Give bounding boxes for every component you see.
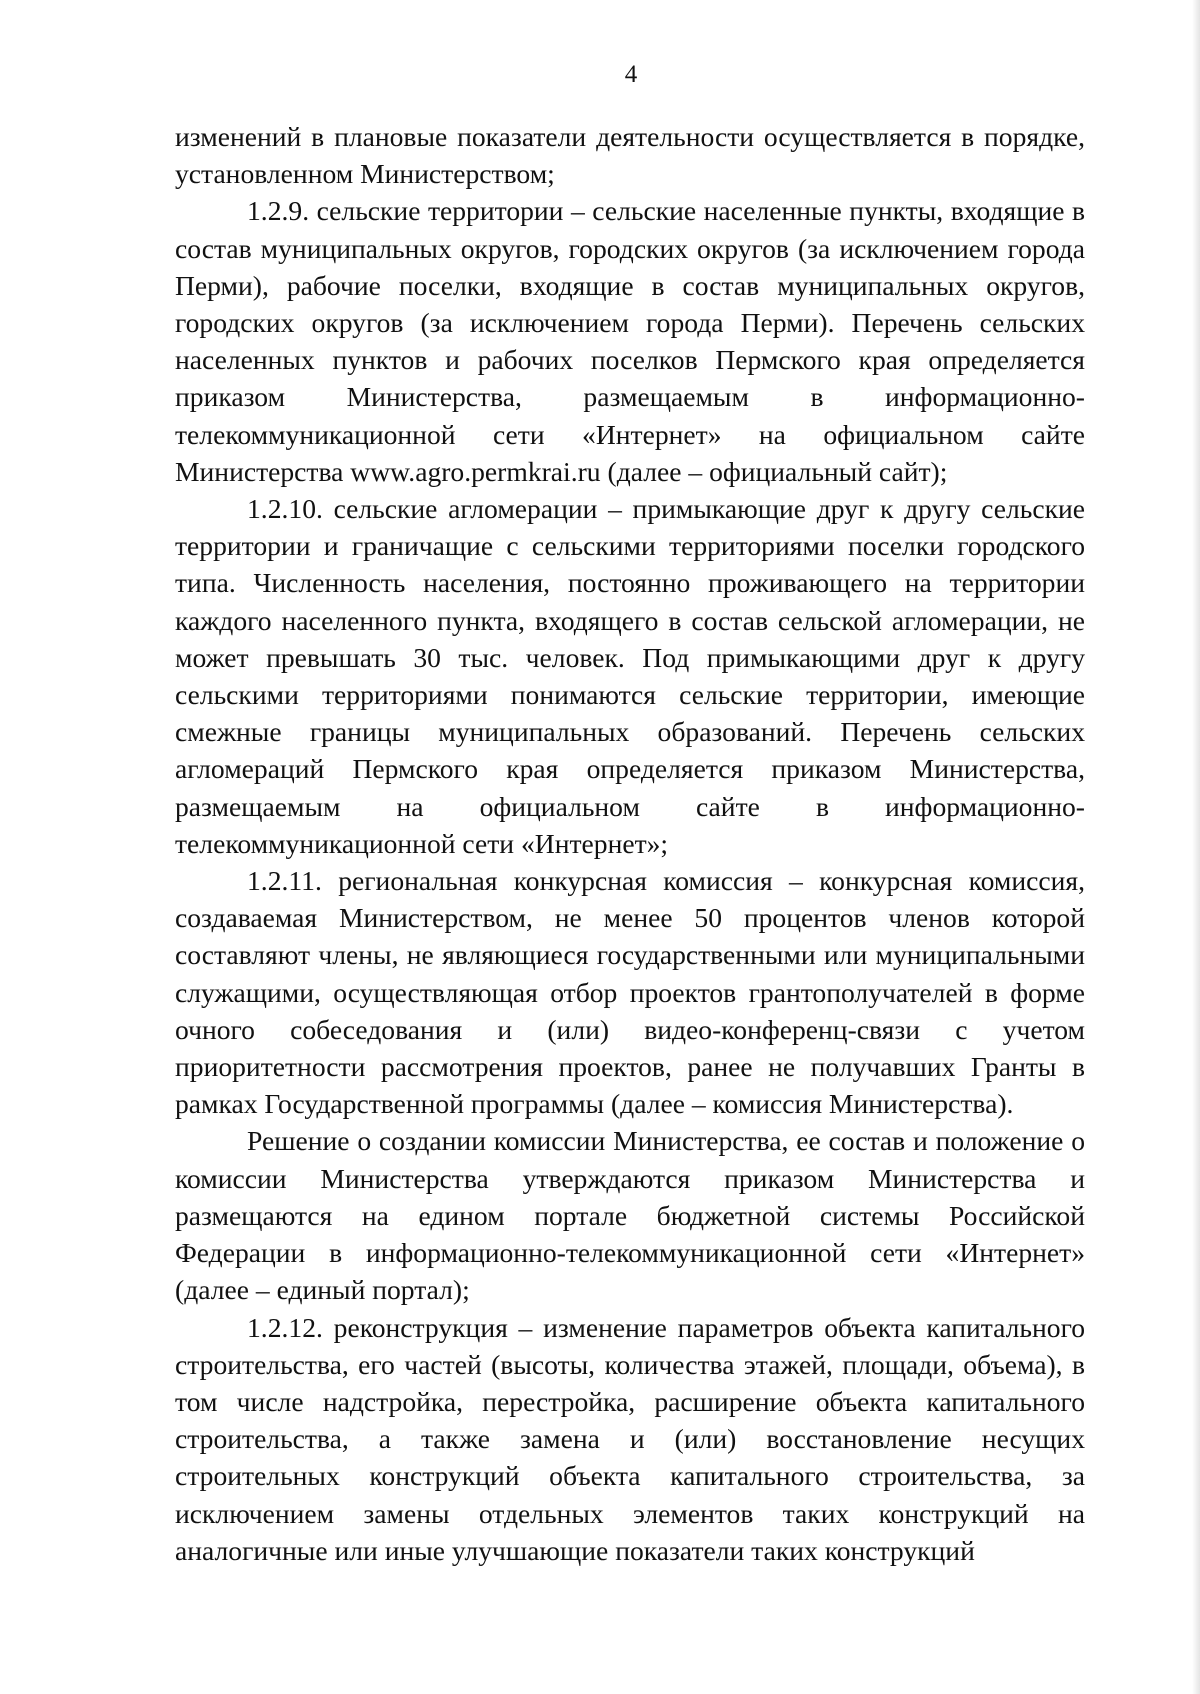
paragraph-1-2-12: 1.2.12. реконструкция – изменение параметров объекта капитального строительства, его частей (высоты, количества этажей, площади, объема), в том числе надстройка, перестройка, расширение объекта капитального строительства, а также замена и (или) восстановление несущих строительных конструкций объекта капитального строительства, за исключением замены отдельных элементов таких конструкций на аналогичные или иные улучшающие показатели таких конструкций bbox=[175, 1311, 1085, 1566]
document-body bbox=[175, 118, 1085, 1569]
scan-edge-shadow bbox=[1192, 0, 1200, 1694]
paragraph-1-2-10: 1.2.10. сельские агломерации – примыкающие друг к другу сельские территории и граничащие с сельскими территориями поселки городского типа. Численность населения, постоянно проживающего на территории каждого населенного пункта, входящего в состав сельской агломерации, не может превышать 30 тыс. человек. Под примыкающими друг к другу сельскими территориями понимаются сельские территории, имеющие смежные границы муниципальных образований. Перечень сельских агломераций Пермского края определяется приказом Министерства, размещаемым на официальном сайте в информационно-телекоммуникационной сети «Интернет»; bbox=[175, 493, 1085, 859]
page-number: 4 bbox=[624, 61, 638, 88]
paragraph-continuation: изменений в плановые показатели деятельности осуществляется в порядке, установленном Министерством; bbox=[175, 121, 1085, 190]
paragraph-commission-decision: Решение о создании комиссии Министерства, ее состав и положение о комиссии Министерства утверждаются приказом Министерства и размещаются на едином портале бюджетной системы Российской Федерации в информационно-телекоммуникационной сети «Интернет» (далее – единый портал); bbox=[175, 1125, 1085, 1306]
paragraph-1-2-9: 1.2.9. сельские территории – сельские населенные пункты, входящие в состав муниципальных округов, городских округов (за исключением города Перми), рабочие поселки, входящие в состав муниципальных округов, городских округов (за исключением города Перми). Перечень сельских населенных пунктов и рабочих поселков Пермского края определяется приказом Министерства, размещаемым в информационно-телекоммуникационной сети «Интернет» на официальном сайте Министерства www.agro.permkrai.ru (далее – официальный сайт); bbox=[175, 195, 1085, 487]
paragraph-1-2-11: 1.2.11. региональная конкурсная комиссия – конкурсная комиссия, создаваемая Министерством, не менее 50 процентов членов которой составляют члены, не являющиеся государственными или муниципальными служащими, осуществляющая отбор проектов грантополучателей в форме очного собеседования и (или) видео-конференц-связи с учетом приоритетности рассмотрения проектов, ранее не получавших Гранты в рамках Государственной программы (далее – комиссия Министерства). bbox=[175, 865, 1085, 1120]
